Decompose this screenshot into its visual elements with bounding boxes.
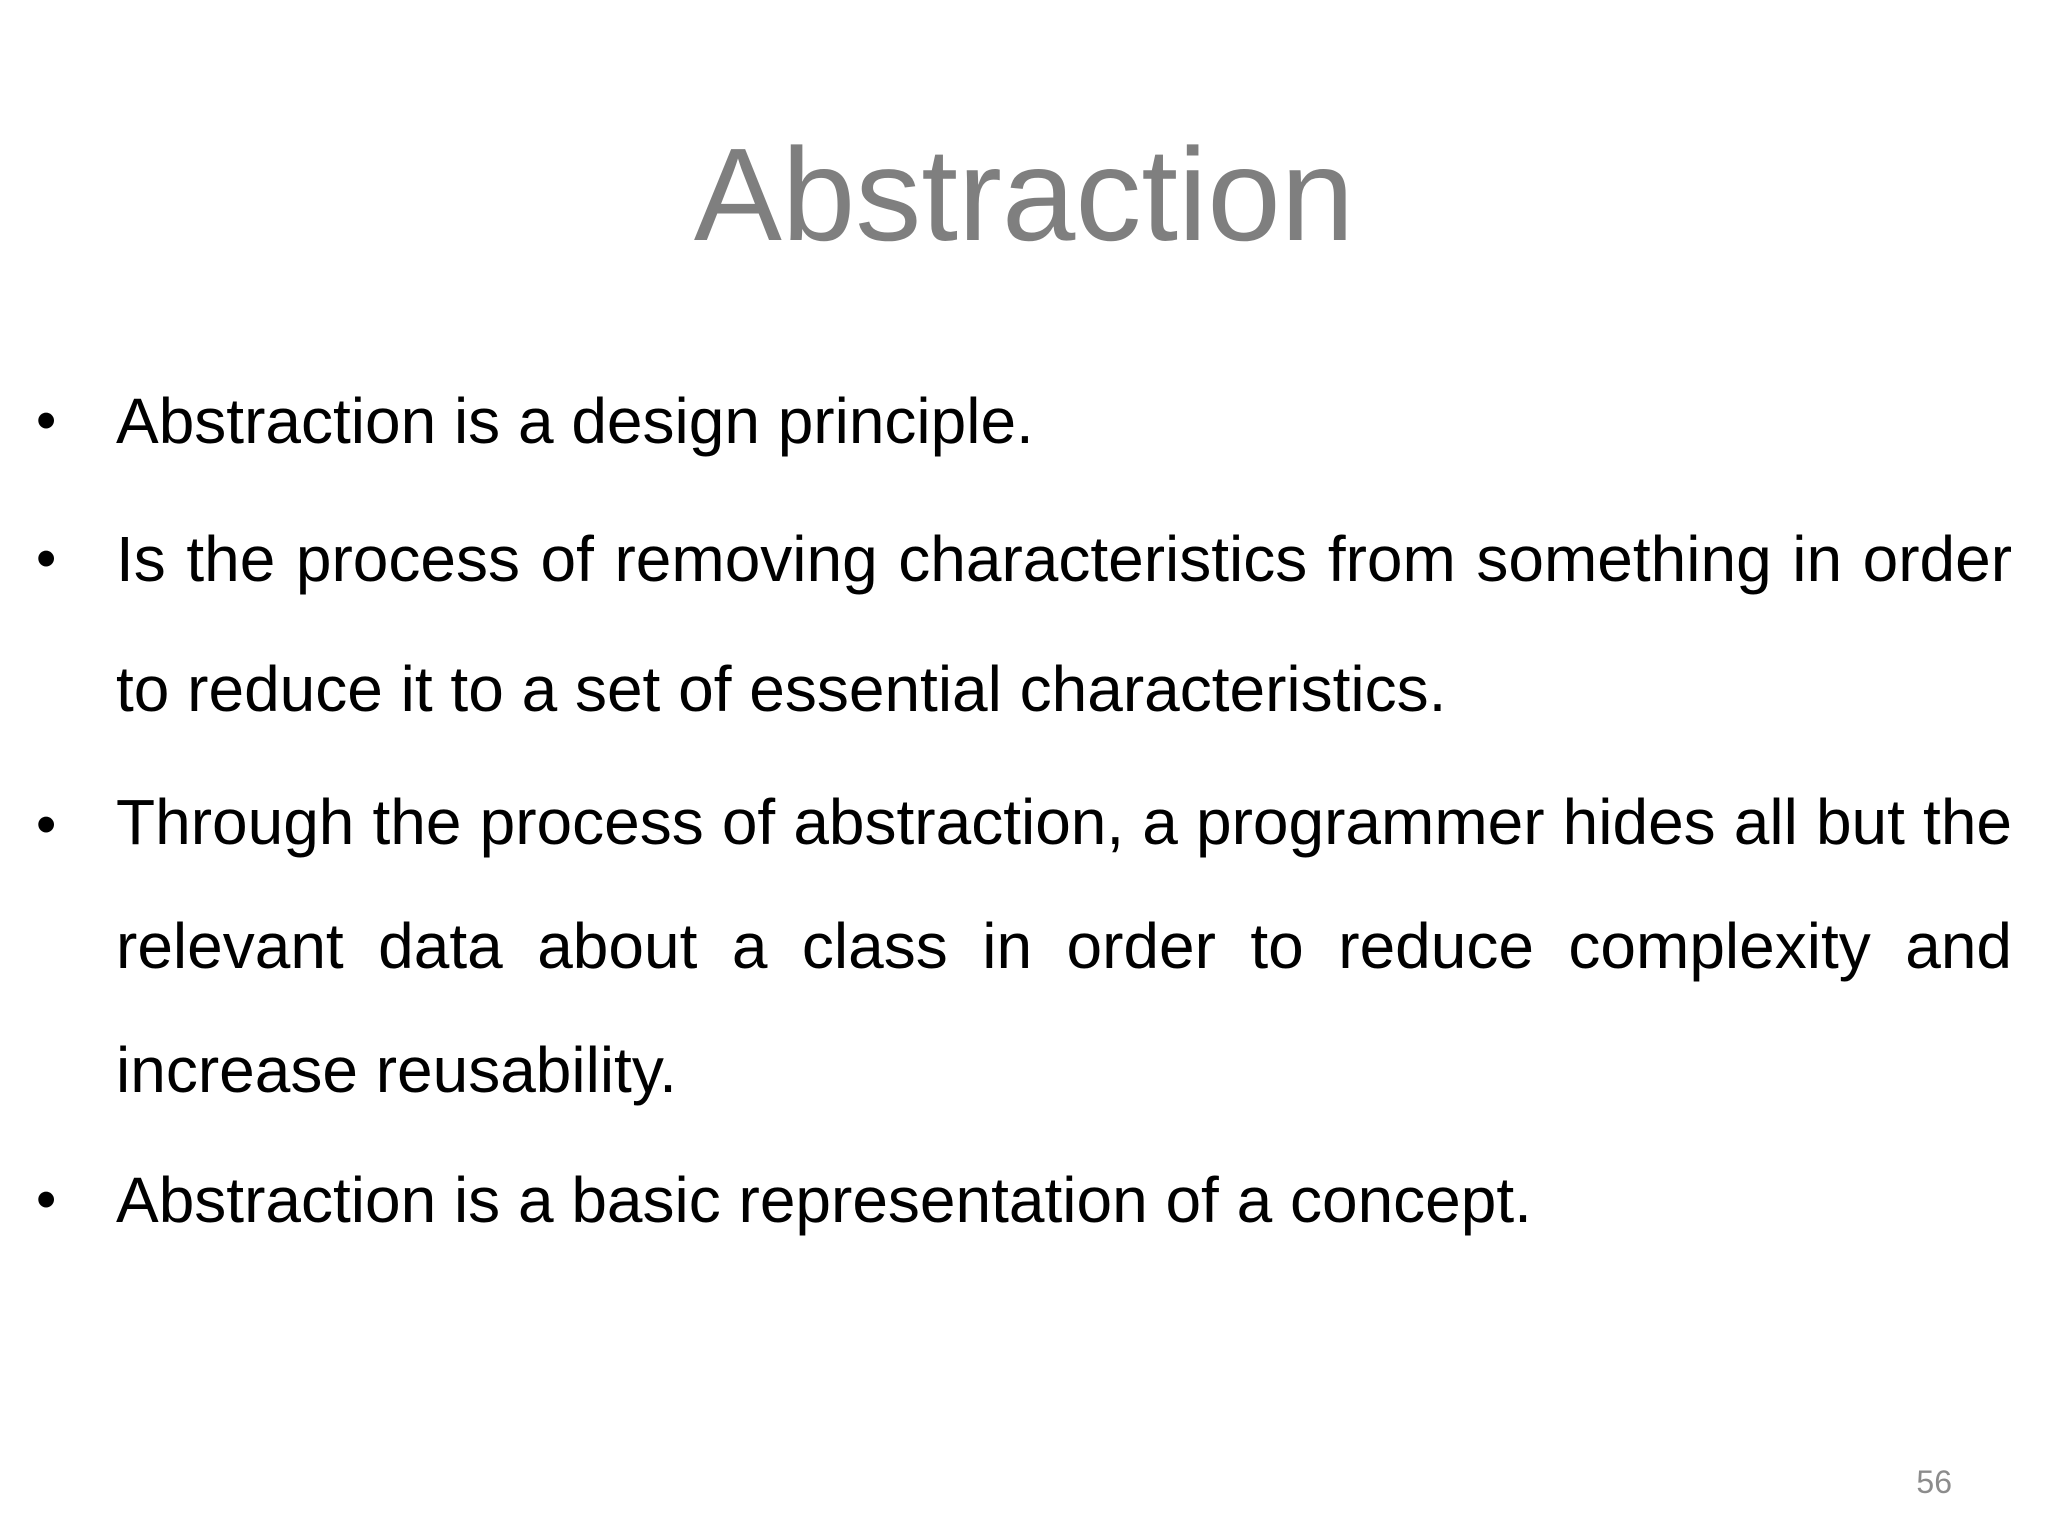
bullet-text: Abstraction is a design principle.	[116, 385, 1034, 457]
bullet-icon: •	[36, 792, 57, 857]
bullet-icon: •	[36, 388, 57, 453]
page-number: 56	[1916, 1464, 1952, 1500]
slide-title: Abstraction	[693, 121, 1355, 268]
bullet-icon: •	[36, 526, 57, 591]
bullet-text: Abstraction is a basic representation of a concept.	[116, 1164, 1532, 1236]
bullet-text: Through the process of abstraction, a programmer hides all but the relevant data about a class in order to reduce complexity and increase reusability.	[116, 786, 2012, 1106]
bullet-text: Is the process of removing characteristics from something in order to reduce it to a set of essential characteristics.	[116, 523, 2012, 725]
bullet-icon: •	[36, 1167, 57, 1232]
